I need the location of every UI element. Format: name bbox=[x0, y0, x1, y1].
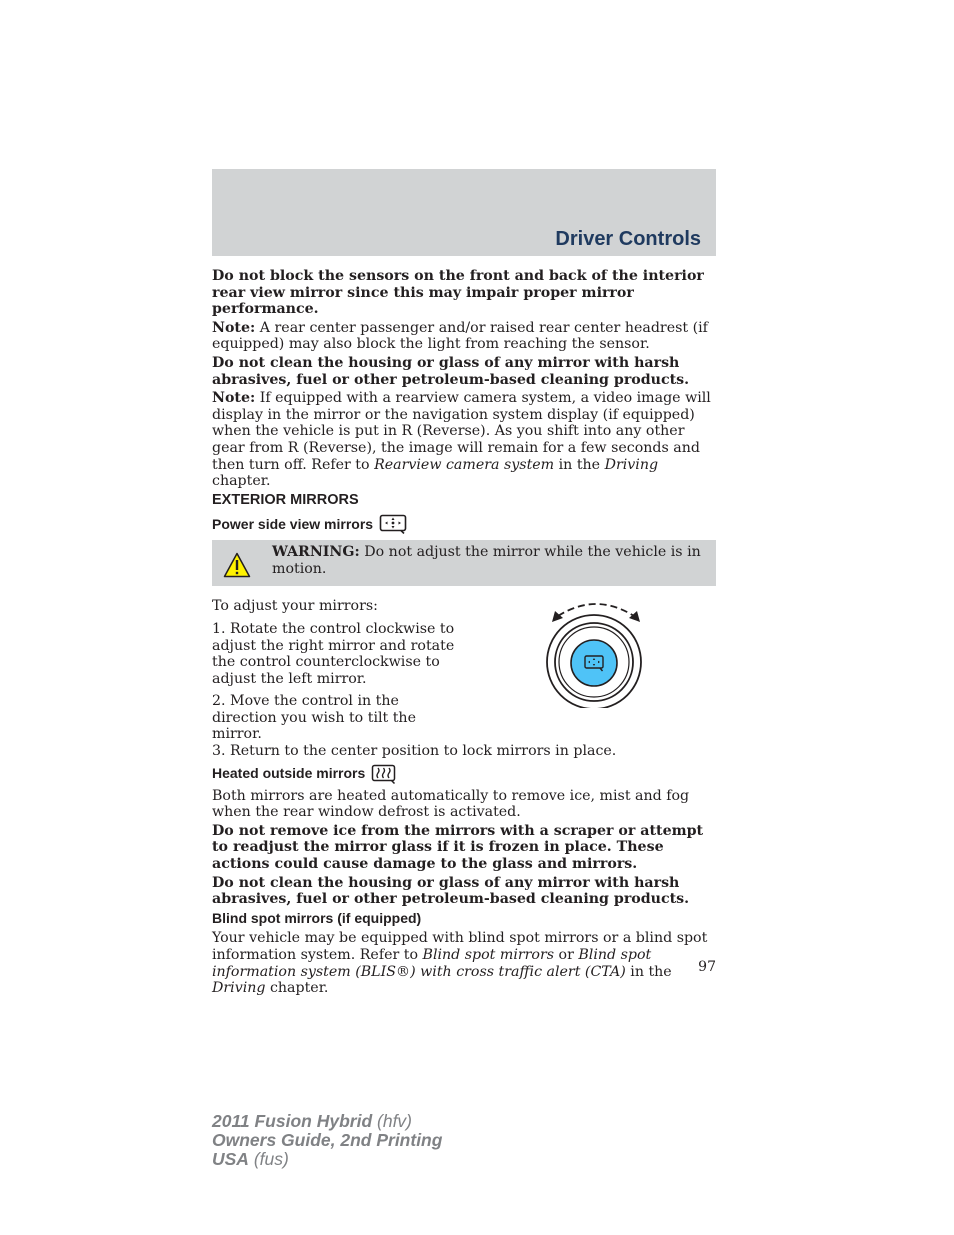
ice-caution: Do not remove ice from the mirrors with a scraper or attempt to readjust the mirror glass if it is frozen in place. These actions could cause damage to the glass and mirrors. bbox=[212, 822, 704, 873]
mirror-control-knob-illustration bbox=[546, 598, 646, 708]
warning-triangle-icon bbox=[223, 552, 251, 578]
footer-edition: Owners Guide, 2nd Printing bbox=[212, 1130, 443, 1150]
heated-mirror-icon bbox=[371, 764, 397, 784]
note-text: If equipped with a rearview camera system, a video image will display in the mirror or the navigation system display (if equipped) when the vehicle is put in R (Reverse). As you shift into any other gear from R (Reverse), the image will remain for a few seconds and then turn off. Refer to bbox=[212, 390, 711, 473]
cross-reference: Blind spot mirrors bbox=[422, 947, 555, 963]
footer-model: 2011 Fusion Hybrid bbox=[212, 1111, 373, 1131]
warning-box bbox=[212, 540, 716, 586]
note-text: A rear center passenger and/or raised rear center headrest (if equipped) may also block the light from reaching the sensor. bbox=[212, 319, 708, 353]
page-content bbox=[212, 268, 716, 999]
footer-code: (hfv) bbox=[372, 1111, 413, 1131]
cross-reference: Rearview camera system bbox=[374, 456, 555, 473]
note-camera bbox=[212, 390, 716, 490]
note-label: Note: bbox=[212, 390, 256, 407]
adjust-step-1: 1. Rotate the control clockwise to adjust the right mirror and rotate the control counterclockwise to adjust the left mirror. bbox=[212, 620, 455, 687]
footer-line-2 bbox=[212, 1131, 442, 1150]
footer-code: (fus) bbox=[248, 1149, 289, 1169]
warning-text bbox=[272, 544, 706, 577]
blind-spot-heading: Blind spot mirrors (if equipped) bbox=[212, 909, 422, 926]
note-label: Note: bbox=[212, 319, 256, 336]
heated-mirrors-heading-text: Heated outside mirrors bbox=[212, 765, 366, 782]
blind-spot-text bbox=[212, 930, 716, 996]
cleaning-caution: Do not clean the housing or glass of any mirror with harsh abrasives, fuel or other petroleum-based cleaning products. bbox=[212, 354, 690, 388]
heated-mirrors-heading bbox=[212, 764, 716, 784]
header-band bbox=[212, 169, 716, 256]
document-footer bbox=[212, 1112, 442, 1169]
power-mirrors-heading bbox=[212, 514, 716, 534]
section-title: Driver Controls bbox=[555, 228, 701, 250]
warning-message: Do not adjust the mirror while the vehicle is in motion. bbox=[272, 544, 701, 577]
warning-label: WARNING: bbox=[272, 544, 360, 561]
adjust-step-2: 2. Move the control in the direction you wish to tilt the mirror. bbox=[212, 693, 416, 743]
footer-market: USA bbox=[212, 1149, 249, 1169]
mirror-control-icon bbox=[379, 514, 407, 534]
adjust-steps bbox=[212, 598, 460, 743]
adjust-intro: To adjust your mirrors: bbox=[212, 598, 378, 615]
chapter-reference: Driving bbox=[604, 456, 659, 473]
blind-spot-body: or bbox=[554, 947, 579, 963]
footer-line-3 bbox=[212, 1150, 442, 1169]
note-text: chapter. bbox=[212, 473, 271, 490]
footer-line-1 bbox=[212, 1112, 442, 1131]
adjust-step-3: 3. Return to the center position to lock mirrors in place. bbox=[212, 743, 617, 760]
note-text: in the bbox=[554, 456, 605, 473]
adjust-section bbox=[212, 598, 716, 743]
page-number: 97 bbox=[698, 959, 716, 975]
sensor-caution: Do not block the sensors on the front and back of the interior rear view mirror since this may impair proper mirror performance. bbox=[212, 268, 704, 318]
blind-spot-body: chapter. bbox=[265, 980, 329, 997]
chapter-reference: Driving bbox=[212, 980, 266, 997]
blind-spot-body: in the bbox=[625, 963, 672, 980]
note-headrest bbox=[212, 320, 716, 353]
power-mirrors-heading-text: Power side view mirrors bbox=[212, 516, 374, 533]
exterior-mirrors-heading: EXTERIOR MIRRORS bbox=[212, 491, 359, 508]
heated-mirrors-text: Both mirrors are heated automatically to remove ice, mist and fog when the rear window defrost is activated. bbox=[212, 787, 690, 821]
cross-reference: Blind spot information system (BLIS®) with cross traffic alert (CTA) bbox=[212, 947, 652, 980]
cleaning-caution-2: Do not clean the housing or glass of any mirror with harsh abrasives, fuel or other petroleum-based cleaning products. bbox=[212, 874, 690, 908]
blind-spot-body: Your vehicle may be equipped with blind spot mirrors or a blind spot information system. Refer to bbox=[212, 930, 708, 963]
